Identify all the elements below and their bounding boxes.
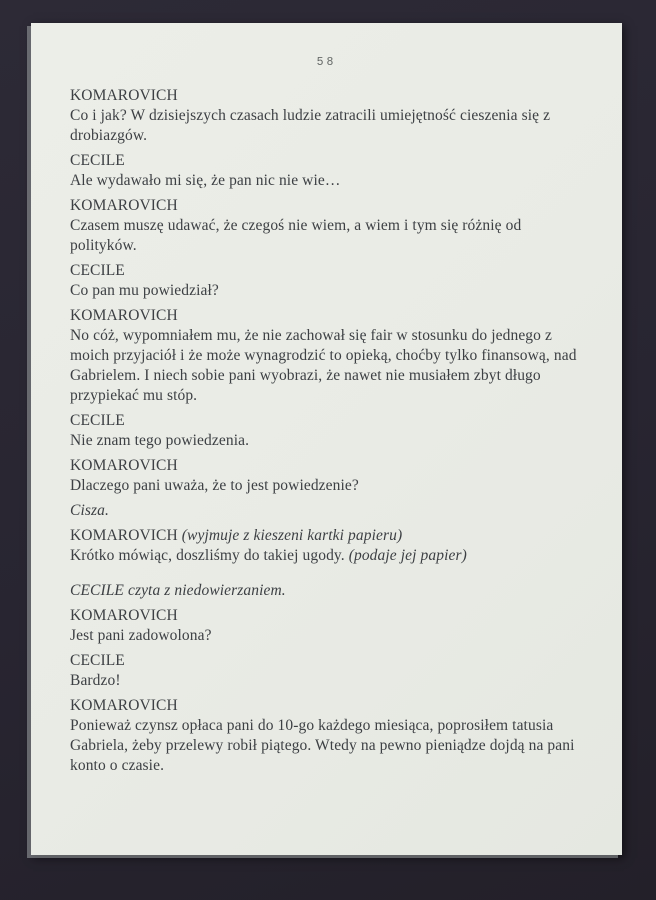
dialogue-line: drobiazgów. xyxy=(70,127,148,144)
dialogue-line: Czasem muszę udawać, że czegoś nie wiem, a wiem i tym się różnię od xyxy=(70,217,522,234)
speaker-name: KOMAROVICH xyxy=(70,197,178,214)
dialogue-line: Co i jak? W dzisiejszych czasach ludzie zatracili umiejętność cieszenia się z xyxy=(70,107,551,124)
dialogue-line: Gabrielem. I niech sobie pani wyobrazi, że nawet nie musiałem zbyt długo xyxy=(70,367,541,384)
dialogue-line: Bardzo! xyxy=(70,672,121,689)
speaker-name: KOMAROVICH xyxy=(70,457,178,474)
speaker-name: CECILE xyxy=(70,412,125,429)
dialogue-block xyxy=(70,456,618,496)
page-number: 58 xyxy=(316,56,337,69)
speaker-name: CECILE xyxy=(70,652,125,669)
dialogue-line: Gabriela, żeby przelewy robił piątego. Wtedy na pewno pieniądze dojdą na pani xyxy=(70,737,575,754)
paper-sheet xyxy=(31,23,622,855)
script-blocks xyxy=(70,86,618,781)
speaker-name: KOMAROVICH xyxy=(70,607,178,624)
dialogue-line: moich przyjaciół i że może wynagrodzić to opieką, choćby tylko finansową, nad xyxy=(70,347,577,364)
dialogue-line: Ale wydawało mi się, że pan nic nie wie… xyxy=(70,172,341,189)
dialogue-block xyxy=(70,411,618,451)
speaker-name: KOMAROVICH (wyjmuje z kieszeni kartki papieru) xyxy=(70,527,403,544)
dialogue-block xyxy=(70,606,618,646)
speaker-name: KOMAROVICH xyxy=(70,307,178,324)
dialogue-line: Dlaczego pani uważa, że to jest powiedzenie? xyxy=(70,477,359,494)
dialogue-block xyxy=(70,651,618,691)
dialogue-block xyxy=(70,696,618,776)
dialogue-block xyxy=(70,151,618,191)
stage-direction xyxy=(70,501,618,521)
stage-direction-text: Cisza. xyxy=(70,502,109,519)
speaker-name: CECILE xyxy=(70,262,125,279)
speaker-name: CECILE xyxy=(70,152,125,169)
dialogue-line: Co pan mu powiedział? xyxy=(70,282,219,299)
dialogue-block xyxy=(70,526,618,566)
dialogue-line: Jest pani zadowolona? xyxy=(70,627,212,644)
dialogue-block xyxy=(70,86,618,146)
dialogue-line: Krótko mówiąc, doszliśmy do takiej ugody. (podaje jej papier) xyxy=(70,547,467,564)
speaker-name: KOMAROVICH xyxy=(70,697,178,714)
dialogue-line: polityków. xyxy=(70,237,137,254)
dialogue-line: No cóż, wypomniałem mu, że nie zachował się fair w stosunku do jednego z xyxy=(70,327,552,344)
dialogue-line: Ponieważ czynsz opłaca pani do 10-go każdego miesiąca, poprosiłem tatusia xyxy=(70,717,554,734)
dialogue-block xyxy=(70,261,618,301)
dialogue-line: przypiekać mu stóp. xyxy=(70,387,198,404)
stage-direction xyxy=(70,581,618,601)
dialogue-block xyxy=(70,306,618,406)
speaker-name: KOMAROVICH xyxy=(70,87,178,104)
dialogue-line: konto o czasie. xyxy=(70,757,165,774)
dialogue-line: Nie znam tego powiedzenia. xyxy=(70,432,250,449)
dialogue-block xyxy=(70,196,618,256)
stage-direction-text: CECILE czyta z niedowierzaniem. xyxy=(70,582,286,599)
